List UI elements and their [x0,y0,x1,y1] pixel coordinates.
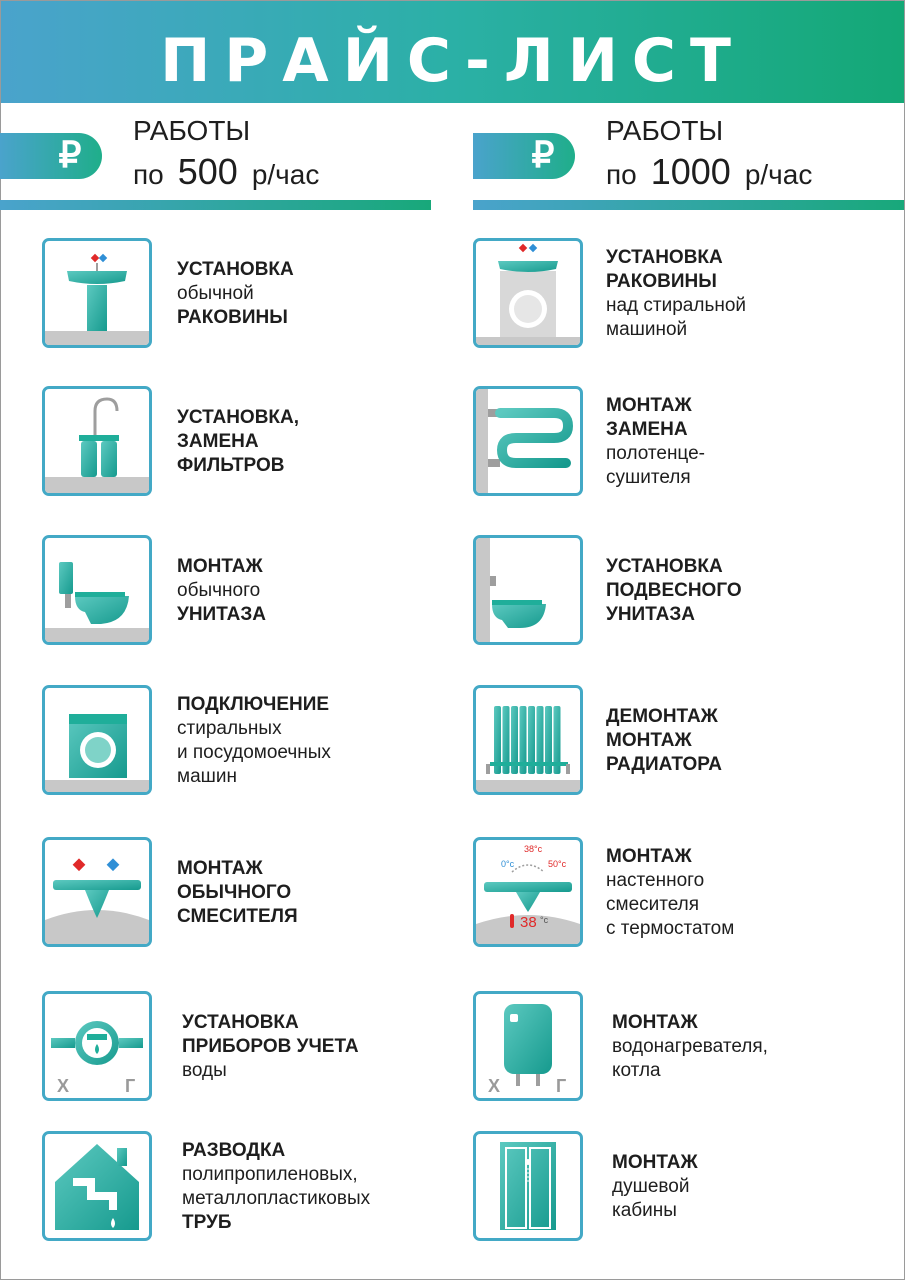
service-label-line: МОНТАЖ [177,858,263,879]
service-label [177,685,477,797]
rate-prefix: по [133,159,164,190]
service-item [42,685,462,797]
svg-text:°c: °c [540,915,549,925]
water-filter-icon [42,386,152,496]
service-label [606,386,905,498]
service-label-line: СМЕСИТЕЛЯ [177,906,298,927]
service-label-line: ФИЛЬТРОВ [177,455,285,476]
ruble-tab [0,133,102,179]
service-label [606,535,905,647]
service-label [177,837,477,949]
house-pipes-icon [42,1131,152,1241]
towel-dryer-icon [473,386,583,496]
service-label [612,991,905,1103]
rate-prefix: по [606,159,637,190]
service-label-line: и посудомоечных [177,742,331,763]
svg-text:38°c: 38°c [524,844,543,854]
column-header-500 [0,105,432,215]
service-label-line: МОНТАЖ [606,730,692,751]
service-label-line: ОБЫЧНОГО [177,882,292,903]
service-item [42,238,462,350]
service-label-line: МОНТАЖ [612,1152,698,1173]
service-label-line: стиральных [177,718,282,739]
washing-machine-icon [42,685,152,795]
service-label-line: машиной [606,319,688,340]
mixer-icon [42,837,152,947]
water-heater-icon [473,991,583,1101]
service-item [473,1131,893,1243]
service-label [606,685,905,797]
column-rule [0,200,431,210]
rate-unit: р/час [251,159,320,190]
service-label-line: с термостатом [606,918,735,939]
column-rule [473,200,904,210]
svg-text:Х: Х [488,1076,501,1096]
service-label [177,386,477,498]
service-label-line: УСТАНОВКА [182,1012,299,1033]
service-label-line: ДЕМОНТАЖ [606,706,718,727]
service-label [182,991,482,1103]
ruble-icon: ₽ [58,134,82,175]
service-label-line: ЗАМЕНА [606,419,688,440]
service-label-line: водонагревателя, [612,1036,768,1057]
service-label-line: РАКОВИНЫ [606,271,717,292]
service-label-line: ПОДВЕСНОГО [606,580,742,601]
service-label-line: душевой [612,1176,690,1197]
service-label-line: над стиральной [606,295,747,316]
service-label-line: МОНТАЖ [177,556,263,577]
service-item [42,837,462,949]
service-label [612,1131,905,1243]
shower-cabin-icon [473,1131,583,1241]
service-label-line: ПОДКЛЮЧЕНИЕ [177,694,330,715]
column-header-1000 [473,105,905,215]
sink-over-washer-icon [473,238,583,348]
service-label-line: настенного [606,870,705,891]
service-label-line: УСТАНОВКА [606,556,723,577]
service-label-line: обычного [177,580,261,601]
service-label [606,238,905,350]
service-label-line: ПРИБОРОВ УЧЕТА [182,1036,359,1057]
service-label-line: смесителя [606,894,700,915]
sink-icon [42,238,152,348]
svg-text:Г: Г [125,1076,136,1096]
service-label-line: РАКОВИНЫ [177,307,288,328]
service-label [177,535,477,647]
service-label-line: воды [182,1060,227,1081]
service-label [182,1131,482,1243]
service-item [473,535,893,647]
svg-text:Г: Г [556,1076,567,1096]
water-meter-icon [42,991,152,1101]
service-item [473,991,893,1103]
service-label-line: УСТАНОВКА [606,247,723,268]
heading-works: РАБОТЫ [606,115,724,146]
svg-text:0°c: 0°c [501,859,515,869]
service-label-line: полотенце- [606,443,705,464]
service-label [177,238,477,350]
service-item [473,238,893,350]
service-item [42,535,462,647]
service-label-line: УНИТАЗА [606,604,695,625]
heading-rate [133,151,319,193]
service-label-line: кабины [612,1200,677,1221]
service-label-line: МОНТАЖ [612,1012,698,1033]
service-label-line: ТРУБ [182,1212,232,1233]
service-label-line: МОНТАЖ [606,846,692,867]
service-item [473,386,893,498]
service-item [473,685,893,797]
ruble-tab [473,133,575,179]
page-title: ПРАЙС-ЛИСТ [160,26,745,96]
title-banner [1,1,904,103]
service-label-line: МОНТАЖ [606,395,692,416]
radiator-icon [473,685,583,795]
heading-works: РАБОТЫ [133,115,251,146]
service-label [606,837,905,949]
service-label-line: котла [612,1060,661,1081]
svg-text:50°c: 50°c [548,859,567,869]
service-label-line: металлопластиковых [182,1188,371,1209]
ruble-icon: ₽ [531,134,555,175]
svg-text:38: 38 [520,914,537,931]
thermostat-mixer-icon [473,837,583,947]
service-label-line: РАДИАТОРА [606,754,723,775]
toilet-icon [42,535,152,645]
service-item [42,991,462,1103]
service-label-line: обычной [177,283,254,304]
rate-price: 1000 [650,151,731,192]
service-item [42,1131,462,1243]
service-item [42,386,462,498]
service-label-line: УСТАНОВКА [177,259,294,280]
wall-hung-toilet-icon [473,535,583,645]
service-item [473,837,893,949]
svg-text:Х: Х [57,1076,70,1096]
service-label-line: ЗАМЕНА [177,431,259,452]
service-label-line: сушителя [606,467,691,488]
service-label-line: УНИТАЗА [177,604,266,625]
service-label-line: РАЗВОДКА [182,1140,286,1161]
rate-price: 500 [177,151,238,192]
service-label-line: УСТАНОВКА, [177,407,300,428]
heading-rate [606,151,812,193]
rate-unit: р/час [744,159,813,190]
service-label-line: полипропиленовых, [182,1164,358,1185]
service-label-line: машин [177,766,237,787]
